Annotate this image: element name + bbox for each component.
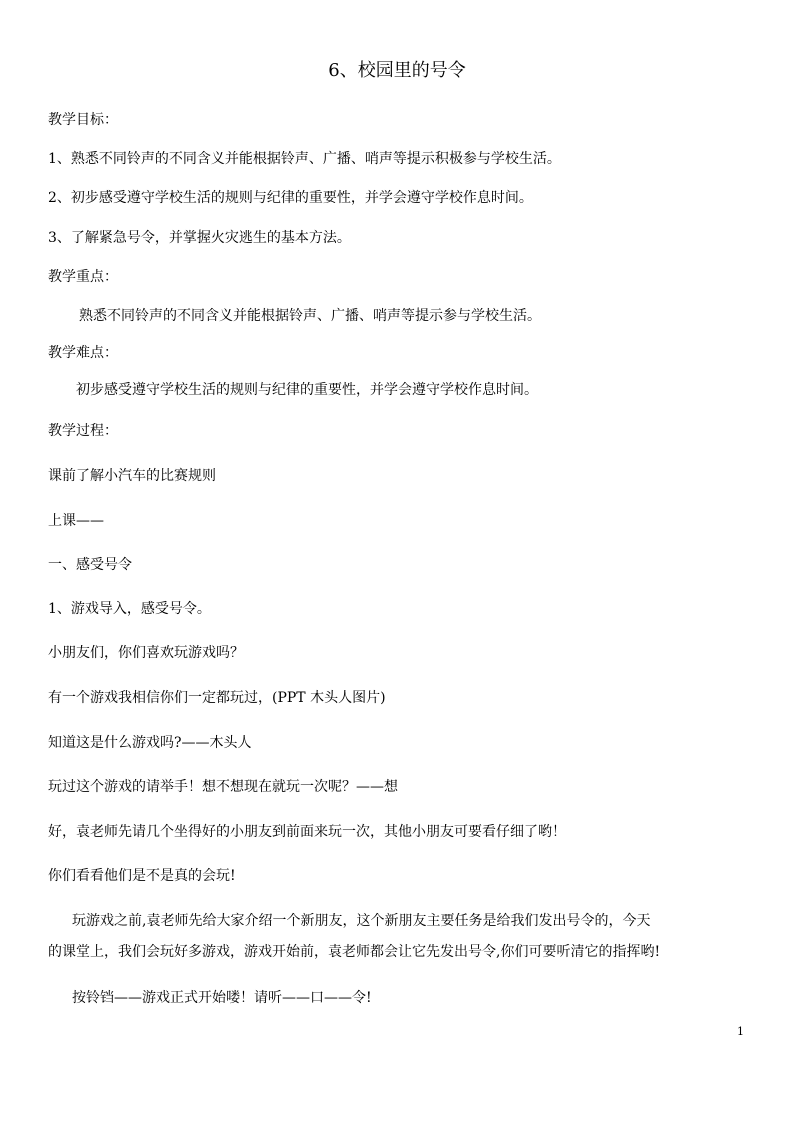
- objective-1: 1、熟悉不同铃声的不同含义并能根据铃声、广播、哨声等提示积极参与学校生活。: [48, 151, 561, 167]
- section-heading-key-points: 教学重点：: [48, 269, 118, 285]
- paragraph-line: 按铃铛——游戏正式开始喽！请听——口——令!: [72, 990, 372, 1006]
- process-line: 好，袁老师先请几个坐得好的小朋友到前面来玩一次，其他小朋友可要看仔细了哟！: [48, 824, 566, 840]
- process-line: 课前了解小汽车的比赛规则: [48, 468, 216, 484]
- process-line: 小朋友们，你们喜欢玩游戏吗？: [48, 645, 244, 661]
- process-line: 你们看看他们是不是真的会玩!: [48, 868, 236, 884]
- objective-3: 3、了解紧急号令，并掌握火灾逃生的基本方法。: [48, 230, 351, 246]
- section-heading-difficulties: 教学难点：: [48, 345, 118, 361]
- objective-2: 2、初步感受遵守学校生活的规则与纪律的重要性，并学会遵守学校作息时间。: [48, 190, 533, 206]
- key-point-text: 熟悉不同铃声的不同含义并能根据铃声、广播、哨声等提示参与学校生活。: [79, 308, 541, 324]
- page-number: 1: [737, 1025, 744, 1038]
- document-title: 6、校园里的号令: [328, 60, 466, 81]
- process-line: 玩过这个游戏的请举手！想不想现在就玩一次呢？——想: [48, 779, 398, 795]
- process-line: 上课——: [48, 513, 104, 529]
- process-line: 有一个游戏我相信你们一定都玩过，(PPT 木头人图片): [48, 690, 386, 706]
- difficulty-text: 初步感受遵守学校生活的规则与纪律的重要性，并学会遵守学校作息时间。: [76, 382, 538, 398]
- process-subheading: 一、感受号令: [48, 557, 132, 573]
- section-heading-objectives: 教学目标：: [48, 112, 118, 128]
- paragraph-line: 玩游戏之前,袁老师先给大家介绍一个新朋友，这个新朋友主要任务是给我们发出号令的，今天: [72, 913, 651, 929]
- process-line: 1、游戏导入，感受号令。: [48, 601, 211, 617]
- process-line: 知道这是什么游戏吗?——木头人: [48, 735, 252, 751]
- section-heading-process: 教学过程：: [48, 423, 118, 439]
- paragraph-line: 的课堂上，我们会玩好多游戏，游戏开始前，袁老师都会让它先发出号令,你们可要听清它的指挥哟!: [48, 944, 661, 960]
